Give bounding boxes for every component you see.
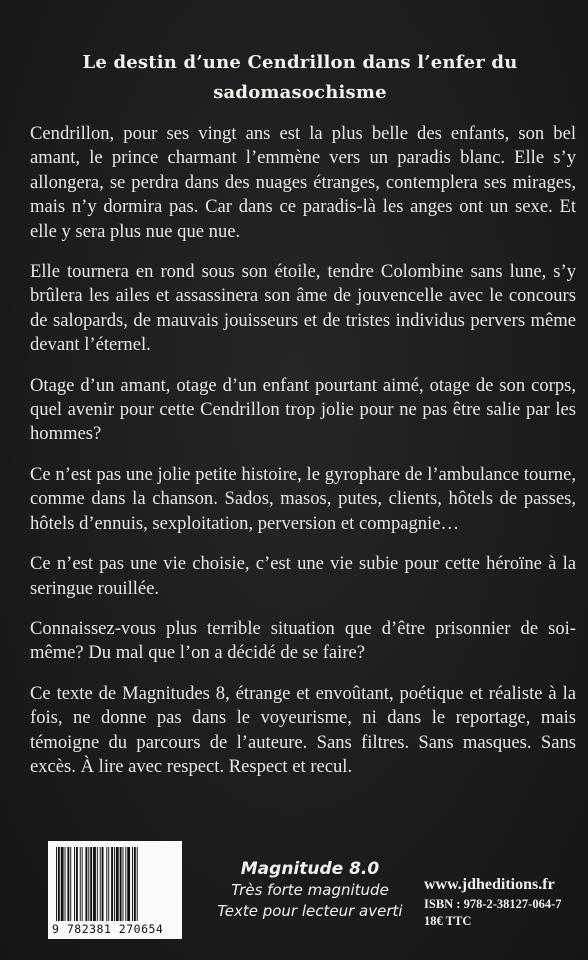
magnitude-warning: Texte pour lecteur averti (217, 902, 403, 920)
magnitude-subtitle: Très forte magnitude (231, 881, 389, 899)
magnitude-title: Magnitude 8.0 (240, 859, 380, 879)
isbn-barcode (48, 841, 182, 939)
synopsis-paragraph: Elle tournera en rond sous son étoile, tendre Colombine sans lune, s’y brûlera les ailes et assassinera son âme de jouvencelle avec le concours de salopards, de mauvais jouisseurs et de tristes individus pervers même devant l’éternel. (30, 261, 576, 356)
synopsis-paragraph: Ce n’est pas une jolie petite histoire, le gyrophare de l’ambulance tourne, comme dans la chanson. Sados, masos, putes, clients, hôtels de passes, hôtels d’ennuis, sexploitation, perversion et compagnie… (30, 463, 576, 534)
publisher-website: www.jdheditions.fr (424, 876, 555, 893)
barcode-bars (56, 847, 174, 921)
synopsis-paragraph: Cendrillon, pour ses vingt ans est la plus belle des enfants, son bel amant, le prince charmant l’emmène vers un paradis blanc. Elle s’y allongera, se perdra dans des nuages étranges, contemplera ses mirages, mais n’y dormira pas. Car dans ce paradis-là les anges ont un sexe. Et elle y sera plus nue que nue. (30, 123, 576, 242)
synopsis (30, 122, 576, 795)
barcode-digits: 9 782381 270654 (52, 922, 164, 936)
magnitude-label (200, 858, 420, 922)
synopsis-paragraph: Ce n’est pas une vie choisie, c’est une vie subie pour cette héroïne à la seringue rouillée. (30, 553, 576, 599)
isbn-number: ISBN : 978-2-38127-064-7 (424, 897, 562, 911)
back-cover-title: Le destin d’une Cendrillon dans l’enfer du sadomasochisme (82, 52, 518, 104)
price: 18€ TTC (424, 914, 472, 928)
synopsis-paragraph: Connaissez-vous plus terrible situation que d’être prisonnier de soi-même? Du mal que l’on a décidé de se faire? (30, 617, 576, 664)
publisher-info (424, 874, 588, 930)
synopsis-paragraph: Otage d’un amant, otage d’un enfant pourtant aimé, otage de son corps, quel avenir pour cette Cendrillon trop jolie pour ne pas être salie par les hommes? (30, 374, 576, 445)
synopsis-paragraph: Ce texte de Magnitudes 8, étrange et envoûtant, poétique et réaliste à la fois, ne donne pas dans le voyeurisme, ni dans le reportage, mais témoigne du parcours de l’auteure. Sans filtres. Sans masques. Sans excès. À lire avec respect. Respect et recul. (30, 682, 576, 777)
